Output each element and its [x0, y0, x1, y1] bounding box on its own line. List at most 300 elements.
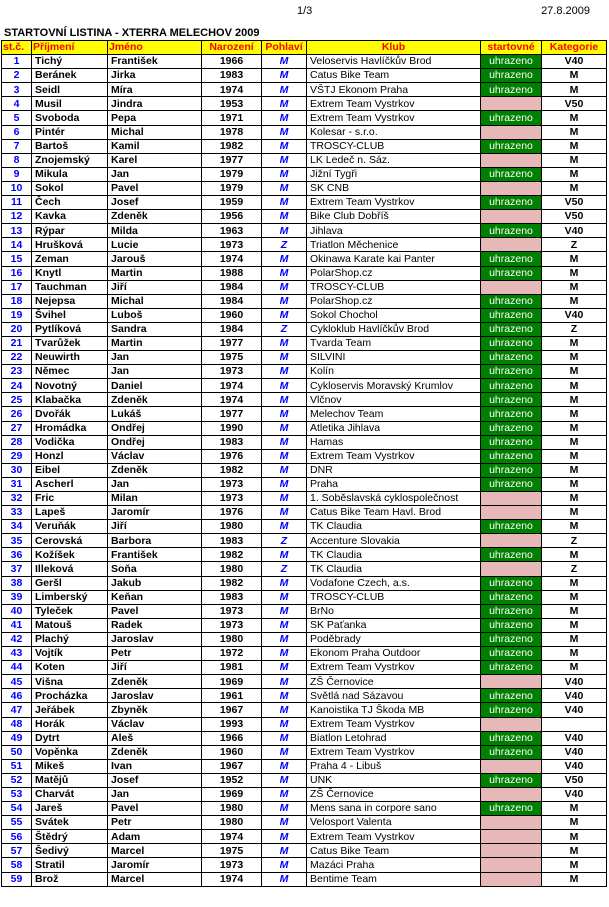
cell-birth-year: 1979: [202, 181, 262, 195]
cell-club: ZŠ Černovice: [307, 675, 481, 689]
cell-category: V50: [542, 196, 607, 210]
table-row: [2, 562, 607, 576]
cell-start-number: 3: [2, 83, 32, 97]
cell-fee-status: uhrazeno: [481, 393, 542, 407]
cell-club: UNK: [307, 773, 481, 787]
cell-birth-year: 1974: [202, 83, 262, 97]
cell-category: Z: [542, 238, 607, 252]
cell-first-name: Zbyněk: [108, 703, 202, 717]
cell-start-number: 39: [2, 590, 32, 604]
cell-start-number: 45: [2, 675, 32, 689]
cell-category: M: [542, 365, 607, 379]
cell-gender: M: [262, 125, 307, 139]
cell-category: V40: [542, 745, 607, 759]
cell-start-number: 43: [2, 647, 32, 661]
cell-gender: M: [262, 632, 307, 646]
cell-category: [542, 717, 607, 731]
cell-gender: Z: [262, 562, 307, 576]
cell-fee-status: uhrazeno: [481, 294, 542, 308]
cell-fee-status: uhrazeno: [481, 463, 542, 477]
table-row: [2, 816, 607, 830]
cell-fee-status: uhrazeno: [481, 308, 542, 322]
cell-start-number: 20: [2, 322, 32, 336]
table-row: [2, 97, 607, 111]
table-row: [2, 365, 607, 379]
cell-gender: M: [262, 548, 307, 562]
cell-start-number: 25: [2, 393, 32, 407]
cell-start-number: 40: [2, 604, 32, 618]
cell-start-number: 28: [2, 435, 32, 449]
cell-surname: Stratil: [32, 858, 108, 872]
cell-start-number: 34: [2, 520, 32, 534]
cell-start-number: 51: [2, 759, 32, 773]
cell-surname: Kavka: [32, 210, 108, 224]
table-row: [2, 548, 607, 562]
cell-category: M: [542, 647, 607, 661]
cell-first-name: Daniel: [108, 379, 202, 393]
cell-fee-status: [481, 534, 542, 548]
cell-category: M: [542, 661, 607, 675]
cell-club: Vodafone Czech, a.s.: [307, 576, 481, 590]
table-row: [2, 632, 607, 646]
table-row: [2, 322, 607, 336]
cell-surname: Charvát: [32, 787, 108, 801]
cell-gender: M: [262, 55, 307, 69]
cell-fee-status: uhrazeno: [481, 139, 542, 153]
cell-club: Světlá nad Sázavou: [307, 689, 481, 703]
cell-birth-year: 1990: [202, 421, 262, 435]
cell-fee-status: [481, 97, 542, 111]
cell-surname: Eibel: [32, 463, 108, 477]
cell-start-number: 24: [2, 379, 32, 393]
cell-gender: M: [262, 294, 307, 308]
cell-surname: Vodička: [32, 435, 108, 449]
cell-category: M: [542, 83, 607, 97]
cell-birth-year: 1983: [202, 69, 262, 83]
page-header: [0, 5, 609, 19]
cell-category: M: [542, 153, 607, 167]
cell-first-name: Zdeněk: [108, 745, 202, 759]
cell-club: ZŠ Černovice: [307, 787, 481, 801]
cell-birth-year: 1974: [202, 252, 262, 266]
cell-gender: M: [262, 379, 307, 393]
cell-fee-status: uhrazeno: [481, 421, 542, 435]
cell-start-number: 49: [2, 731, 32, 745]
cell-club: Velosport Valenta: [307, 816, 481, 830]
table-row: [2, 858, 607, 872]
cell-fee-status: uhrazeno: [481, 379, 542, 393]
table-row: [2, 449, 607, 463]
cell-start-number: 57: [2, 844, 32, 858]
cell-gender: M: [262, 506, 307, 520]
cell-birth-year: 1972: [202, 647, 262, 661]
cell-gender: M: [262, 590, 307, 604]
cell-surname: Čech: [32, 196, 108, 210]
cell-gender: M: [262, 111, 307, 125]
cell-category: V40: [542, 308, 607, 322]
cell-birth-year: 1978: [202, 125, 262, 139]
cell-category: V50: [542, 210, 607, 224]
table-row: [2, 224, 607, 238]
table-row: [2, 731, 607, 745]
cell-surname: Bartoš: [32, 139, 108, 153]
cell-category: M: [542, 139, 607, 153]
cell-category: M: [542, 618, 607, 632]
cell-fee-status: uhrazeno: [481, 351, 542, 365]
cell-surname: Mikula: [32, 167, 108, 181]
cell-club: Bike Club Dobříš: [307, 210, 481, 224]
table-row: [2, 280, 607, 294]
cell-club: Praha: [307, 477, 481, 491]
cell-birth-year: 1984: [202, 294, 262, 308]
table-row: [2, 759, 607, 773]
cell-start-number: 35: [2, 534, 32, 548]
cell-category: M: [542, 492, 607, 506]
cell-gender: M: [262, 661, 307, 675]
table-row: [2, 393, 607, 407]
cell-start-number: 55: [2, 816, 32, 830]
cell-club: Okinawa Karate kai Panter: [307, 252, 481, 266]
col-header-firstname: Jméno: [108, 41, 202, 55]
cell-birth-year: 1973: [202, 477, 262, 491]
cell-club: Sokol Chochol: [307, 308, 481, 322]
cell-surname: Svoboda: [32, 111, 108, 125]
cell-fee-status: uhrazeno: [481, 336, 542, 350]
cell-gender: M: [262, 618, 307, 632]
cell-first-name: Jan: [108, 167, 202, 181]
cell-birth-year: 1956: [202, 210, 262, 224]
cell-first-name: Lucie: [108, 238, 202, 252]
cell-birth-year: 1977: [202, 407, 262, 421]
cell-fee-status: [481, 844, 542, 858]
cell-club: 1. Soběslavská cyklospolečnost: [307, 492, 481, 506]
cell-start-number: 9: [2, 167, 32, 181]
cell-fee-status: uhrazeno: [481, 647, 542, 661]
cell-category: M: [542, 351, 607, 365]
cell-first-name: Jakub: [108, 576, 202, 590]
cell-surname: Němec: [32, 365, 108, 379]
cell-start-number: 52: [2, 773, 32, 787]
cell-gender: M: [262, 830, 307, 844]
cell-category: M: [542, 280, 607, 294]
cell-start-number: 18: [2, 294, 32, 308]
cell-category: M: [542, 111, 607, 125]
cell-surname: Seidl: [32, 83, 108, 97]
cell-first-name: Adam: [108, 830, 202, 844]
cell-club: Melechov Team: [307, 407, 481, 421]
cell-first-name: Kamil: [108, 139, 202, 153]
cell-category: Z: [542, 562, 607, 576]
table-row: [2, 717, 607, 731]
table-row: [2, 830, 607, 844]
cell-start-number: 36: [2, 548, 32, 562]
cell-surname: Vojtík: [32, 647, 108, 661]
cell-start-number: 38: [2, 576, 32, 590]
cell-surname: Ascherl: [32, 477, 108, 491]
cell-category: M: [542, 590, 607, 604]
cell-surname: Kožíšek: [32, 548, 108, 562]
cell-birth-year: 1983: [202, 590, 262, 604]
cell-category: M: [542, 407, 607, 421]
table-row: [2, 55, 607, 69]
cell-start-number: 1: [2, 55, 32, 69]
cell-category: M: [542, 548, 607, 562]
cell-start-number: 29: [2, 449, 32, 463]
table-row: [2, 336, 607, 350]
cell-fee-status: [481, 759, 542, 773]
table-row: [2, 844, 607, 858]
cell-club: Extrem Team Vystrkov: [307, 97, 481, 111]
cell-gender: M: [262, 83, 307, 97]
table-row: [2, 506, 607, 520]
table-row: [2, 576, 607, 590]
cell-club: Jihlava: [307, 224, 481, 238]
cell-gender: M: [262, 520, 307, 534]
cell-gender: M: [262, 252, 307, 266]
cell-birth-year: 1979: [202, 167, 262, 181]
table-row: [2, 661, 607, 675]
cell-category: M: [542, 294, 607, 308]
table-row: [2, 872, 607, 886]
cell-start-number: 21: [2, 336, 32, 350]
cell-start-number: 6: [2, 125, 32, 139]
cell-gender: M: [262, 97, 307, 111]
table-row: [2, 590, 607, 604]
cell-surname: Cerovská: [32, 534, 108, 548]
cell-fee-status: [481, 210, 542, 224]
cell-start-number: 10: [2, 181, 32, 195]
cell-start-number: 13: [2, 224, 32, 238]
cell-club: TK Claudia: [307, 548, 481, 562]
cell-fee-status: uhrazeno: [481, 449, 542, 463]
cell-birth-year: 1984: [202, 322, 262, 336]
table-row: [2, 308, 607, 322]
table-row: [2, 421, 607, 435]
cell-club: TROSCY-CLUB: [307, 590, 481, 604]
cell-gender: M: [262, 647, 307, 661]
table-row: [2, 83, 607, 97]
cell-fee-status: uhrazeno: [481, 731, 542, 745]
cell-category: M: [542, 858, 607, 872]
cell-first-name: Soňa: [108, 562, 202, 576]
table-row: [2, 675, 607, 689]
cell-start-number: 44: [2, 661, 32, 675]
cell-surname: Nejepsa: [32, 294, 108, 308]
cell-club: DNR: [307, 463, 481, 477]
table-row: [2, 252, 607, 266]
cell-first-name: Martin: [108, 336, 202, 350]
cell-category: V40: [542, 55, 607, 69]
cell-surname: Jeřábek: [32, 703, 108, 717]
cell-first-name: Zdeněk: [108, 675, 202, 689]
table-row: [2, 125, 607, 139]
cell-first-name: Luboš: [108, 308, 202, 322]
cell-gender: M: [262, 858, 307, 872]
table-row: [2, 618, 607, 632]
table-row: [2, 294, 607, 308]
cell-fee-status: uhrazeno: [481, 632, 542, 646]
table-row: [2, 153, 607, 167]
cell-category: V40: [542, 703, 607, 717]
cell-fee-status: uhrazeno: [481, 802, 542, 816]
cell-gender: M: [262, 816, 307, 830]
cell-gender: Z: [262, 322, 307, 336]
cell-surname: Tauchman: [32, 280, 108, 294]
table-row: [2, 238, 607, 252]
cell-first-name: Petr: [108, 816, 202, 830]
cell-club: Extrem Team Vystrkov: [307, 717, 481, 731]
cell-category: M: [542, 125, 607, 139]
cell-gender: M: [262, 308, 307, 322]
cell-first-name: Jan: [108, 365, 202, 379]
cell-fee-status: uhrazeno: [481, 576, 542, 590]
cell-gender: M: [262, 421, 307, 435]
cell-first-name: Jan: [108, 787, 202, 801]
cell-gender: Z: [262, 534, 307, 548]
cell-birth-year: 1974: [202, 393, 262, 407]
cell-surname: Rýpar: [32, 224, 108, 238]
table-row: [2, 69, 607, 83]
cell-birth-year: 1983: [202, 534, 262, 548]
cell-fee-status: uhrazeno: [481, 69, 542, 83]
cell-start-number: 30: [2, 463, 32, 477]
cell-first-name: Václav: [108, 717, 202, 731]
cell-category: M: [542, 632, 607, 646]
cell-birth-year: 1982: [202, 548, 262, 562]
cell-category: M: [542, 506, 607, 520]
table-row: [2, 647, 607, 661]
col-header-surname: Příjmení: [32, 41, 108, 55]
cell-first-name: Michal: [108, 125, 202, 139]
cell-birth-year: 1952: [202, 773, 262, 787]
cell-surname: Jareš: [32, 802, 108, 816]
cell-club: Catus Bike Team: [307, 69, 481, 83]
cell-club: Vlčnov: [307, 393, 481, 407]
cell-birth-year: 1993: [202, 717, 262, 731]
cell-surname: Beránek: [32, 69, 108, 83]
table-header-row: [2, 41, 607, 55]
cell-first-name: Keňan: [108, 590, 202, 604]
cell-start-number: 58: [2, 858, 32, 872]
cell-gender: M: [262, 773, 307, 787]
cell-start-number: 42: [2, 632, 32, 646]
cell-category: M: [542, 69, 607, 83]
cell-first-name: Jiří: [108, 280, 202, 294]
cell-start-number: 12: [2, 210, 32, 224]
table-row: [2, 379, 607, 393]
cell-first-name: Zdeněk: [108, 393, 202, 407]
cell-birth-year: 1973: [202, 618, 262, 632]
cell-category: M: [542, 802, 607, 816]
cell-first-name: Jaroslav: [108, 689, 202, 703]
cell-start-number: 26: [2, 407, 32, 421]
cell-first-name: Martin: [108, 266, 202, 280]
cell-first-name: Radek: [108, 618, 202, 632]
cell-gender: M: [262, 449, 307, 463]
cell-birth-year: 1960: [202, 745, 262, 759]
cell-gender: M: [262, 393, 307, 407]
cell-fee-status: [481, 787, 542, 801]
cell-club: SK CNB: [307, 181, 481, 195]
page-date: 27.8.2009: [541, 5, 590, 17]
cell-category: V50: [542, 97, 607, 111]
cell-surname: Honzl: [32, 449, 108, 463]
table-row: [2, 181, 607, 195]
cell-start-number: 22: [2, 351, 32, 365]
cell-fee-status: uhrazeno: [481, 548, 542, 562]
cell-birth-year: 1973: [202, 604, 262, 618]
cell-birth-year: 1980: [202, 816, 262, 830]
cell-first-name: Pepa: [108, 111, 202, 125]
cell-start-number: 8: [2, 153, 32, 167]
cell-gender: M: [262, 463, 307, 477]
cell-first-name: Marcel: [108, 872, 202, 886]
cell-first-name: František: [108, 55, 202, 69]
cell-surname: Klabačka: [32, 393, 108, 407]
cell-birth-year: 1980: [202, 802, 262, 816]
cell-gender: M: [262, 745, 307, 759]
cell-birth-year: 1966: [202, 55, 262, 69]
cell-surname: Pytlíková: [32, 322, 108, 336]
cell-start-number: 50: [2, 745, 32, 759]
cell-first-name: Barbora: [108, 534, 202, 548]
cell-birth-year: 1981: [202, 661, 262, 675]
cell-birth-year: 1973: [202, 858, 262, 872]
cell-surname: Neuwirth: [32, 351, 108, 365]
cell-category: M: [542, 830, 607, 844]
cell-first-name: Michal: [108, 294, 202, 308]
cell-surname: Fric: [32, 492, 108, 506]
cell-fee-status: uhrazeno: [481, 745, 542, 759]
cell-birth-year: 1975: [202, 351, 262, 365]
cell-first-name: Karel: [108, 153, 202, 167]
cell-birth-year: 1980: [202, 520, 262, 534]
cell-gender: M: [262, 336, 307, 350]
cell-fee-status: [481, 506, 542, 520]
cell-start-number: 19: [2, 308, 32, 322]
table-row: [2, 703, 607, 717]
cell-first-name: Josef: [108, 773, 202, 787]
cell-gender: M: [262, 153, 307, 167]
cell-gender: M: [262, 604, 307, 618]
cell-gender: M: [262, 731, 307, 745]
cell-start-number: 37: [2, 562, 32, 576]
cell-first-name: Jarouš: [108, 252, 202, 266]
cell-birth-year: 1974: [202, 830, 262, 844]
cell-birth-year: 1976: [202, 449, 262, 463]
cell-club: Kolín: [307, 365, 481, 379]
table-row: [2, 534, 607, 548]
cell-surname: Sokol: [32, 181, 108, 195]
cell-club: Extrem Team Vystrkov: [307, 449, 481, 463]
cell-first-name: Jaromír: [108, 858, 202, 872]
col-header-club: Klub: [307, 41, 481, 55]
cell-gender: M: [262, 872, 307, 886]
cell-first-name: Petr: [108, 647, 202, 661]
cell-club: Hamas: [307, 435, 481, 449]
cell-start-number: 41: [2, 618, 32, 632]
cell-start-number: 4: [2, 97, 32, 111]
cell-start-number: 48: [2, 717, 32, 731]
cell-category: V40: [542, 759, 607, 773]
cell-club: Catus Bike Team: [307, 844, 481, 858]
col-header-fee: startovné: [481, 41, 542, 55]
cell-category: M: [542, 463, 607, 477]
cell-category: M: [542, 181, 607, 195]
cell-first-name: Marcel: [108, 844, 202, 858]
cell-start-number: 17: [2, 280, 32, 294]
cell-gender: M: [262, 139, 307, 153]
